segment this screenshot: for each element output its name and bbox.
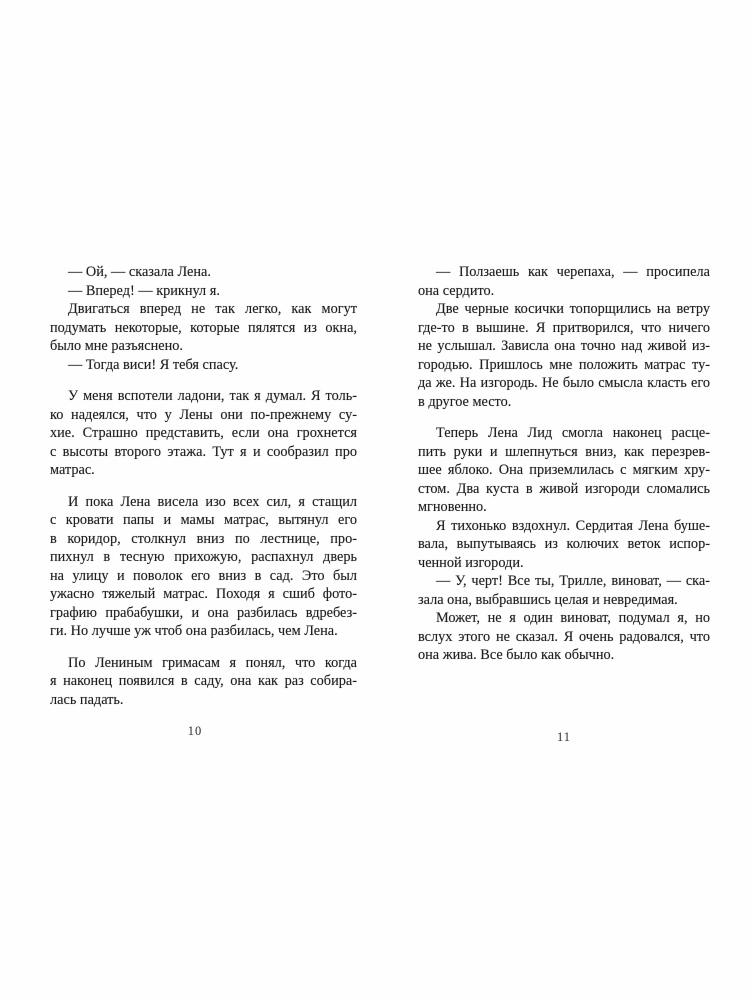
text-line: на улицу и поволок его вниз в сад. Это был [50, 567, 357, 584]
text-line: в коридор, столкнул вниз по лестнице, про- [50, 530, 357, 547]
text-line: пихнул в тесную прихожую, распахнул дверь [50, 549, 357, 565]
paragraph-block [418, 424, 710, 665]
paragraph-block [50, 387, 357, 480]
text-line: подумать некоторые, которые пялятся из окна, [50, 319, 357, 336]
text-line: с кровати папы и мамы матрас, вытянул его [50, 512, 357, 528]
text-line: вала, выпутываясь из колючих веток испор- [418, 536, 710, 552]
text-line: стом. Два куста в живой изгороди сломались [418, 480, 710, 497]
text-line: лась падать. [50, 691, 124, 708]
text-line: Может, не я один виноват, подумал я, но [436, 610, 710, 626]
paragraph-block [418, 263, 710, 411]
text-line: с высоты второго этажа. Тут я и сообразил про [50, 443, 357, 460]
text-line: зала она, выбравшись целая и невредимая. [418, 591, 678, 608]
paragraph-block [50, 493, 357, 641]
text-line: ужасно тяжелый матрас. Походя я сшиб фото- [50, 586, 357, 602]
text-line: — Ползаешь как черепаха, — просипела [436, 264, 710, 280]
text-line: было мне разъяснено. [50, 338, 183, 354]
text-line: я наконец появился в саду, она как раз собира- [50, 673, 357, 689]
text-line: да же. На изгородь. Не было смысла класть его [418, 375, 710, 391]
text-line: матрас. [50, 462, 95, 478]
text-line: она сердито. [418, 282, 495, 299]
text-line: она жива. Все было как обычно. [418, 647, 615, 663]
text-line: — Вперед! — крикнул я. [68, 282, 220, 299]
paragraph-block [50, 263, 357, 374]
page-right-text-column [418, 263, 710, 665]
text-line: шее яблоко. Она приземлилась с мягким хру- [418, 462, 710, 478]
text-line: мгновенно. [418, 499, 487, 515]
text-line: ги. Но лучше уж чтоб она разбилась, чем Лена. [50, 623, 338, 639]
text-line: Две черные косички топорщились на ветру [436, 301, 710, 317]
text-line: У меня вспотели ладони, так я думал. Я толь- [68, 388, 357, 404]
paragraph-block [50, 654, 357, 710]
text-line: хие. Страшно представить, если она грохнется [50, 425, 357, 441]
text-line: ко надеялся, что у Лены они по-прежнему су- [50, 406, 357, 423]
page-left-text-column [50, 263, 357, 709]
text-line: Двигаться вперед не так легко, как могут [68, 301, 357, 317]
text-line: не услышал. Зависла она точно над живой из- [418, 338, 710, 354]
text-line: ченной изгороди. [418, 554, 524, 571]
page-number-left: 10 [187, 724, 203, 738]
text-line: — У, черт! Все ты, Трилле, виноват, — ска- [436, 573, 710, 589]
text-line: пить руки и шлепнуться вниз, как перезрев- [418, 443, 710, 460]
text-line: — Тогда виси! Я тебя спасу. [68, 356, 239, 373]
text-line: Теперь Лена Лид смогла наконец расце- [436, 425, 710, 441]
text-line: где-то в вышине. Я притворился, что ничего [418, 319, 710, 336]
text-line: Я тихонько вздохнул. Сердитая Лена буше- [436, 517, 710, 534]
text-line: в другое место. [418, 393, 512, 410]
text-line: По Лениным гримасам я понял, что когда [68, 654, 357, 671]
text-line: графию прабабушки, и она разбилась вдребез- [50, 604, 357, 621]
text-line: вслух этого не сказал. Я очень радовался, что [418, 628, 710, 645]
text-line: — Ой, — сказала Лена. [68, 264, 211, 280]
text-line: И пока Лена висела изо всех сил, я стащил [68, 493, 357, 510]
text-line: городью. Пришлось мне положить матрас ту- [418, 356, 710, 373]
page-number-right: 11 [556, 730, 572, 744]
